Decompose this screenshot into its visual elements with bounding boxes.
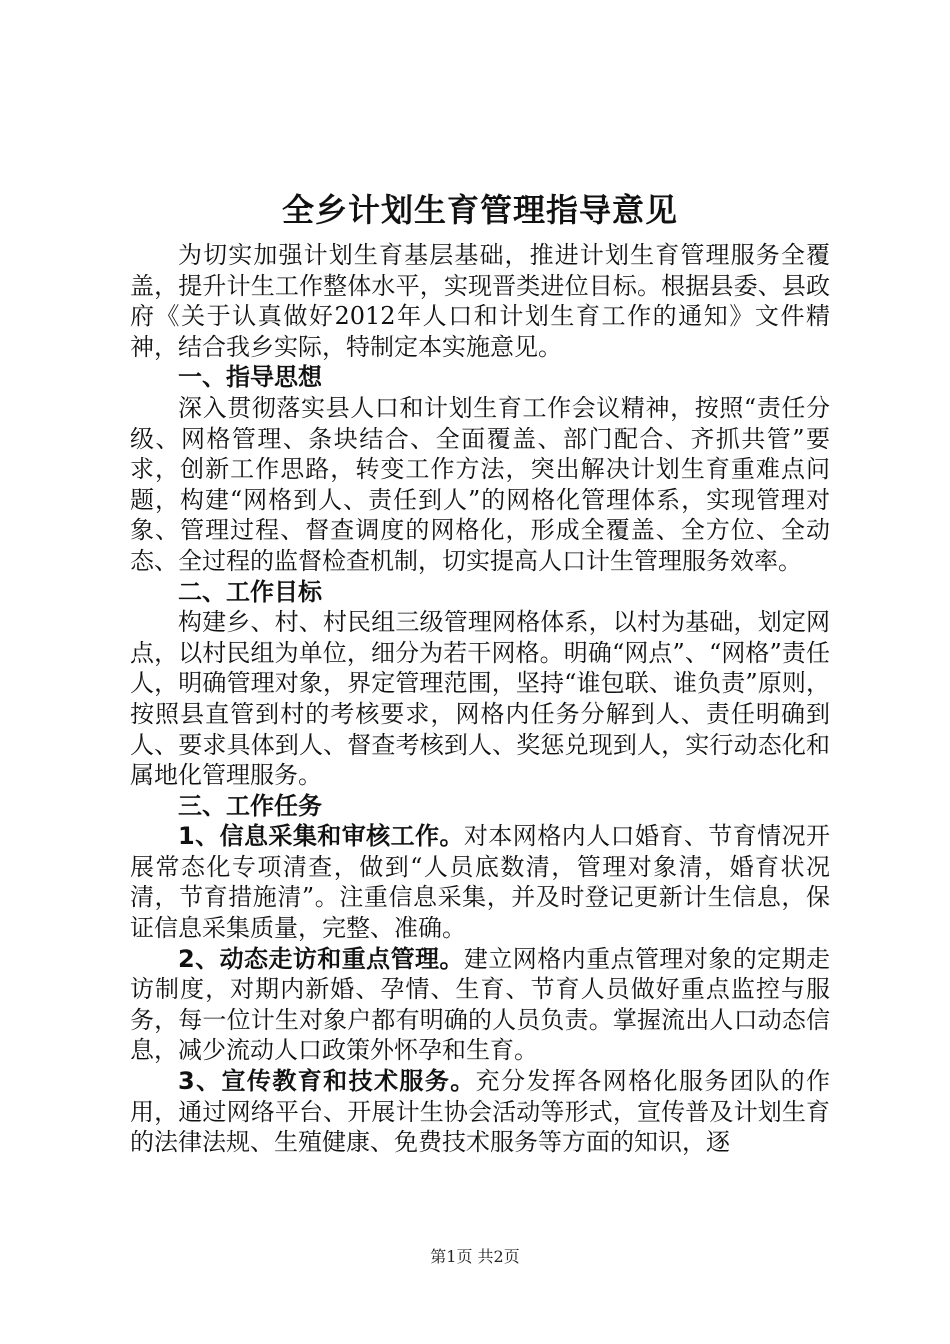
task-body-dynamic-visits: 建立网格内重点管理对象的定期走访制度，对期内新婚、孕情、生育、节育人员做好重点监控与服务，每一位计生对象户都有明确的人员负责。掌握流出人口动态信息，减少流动人口政策外怀孕和生育。 (130, 944, 831, 1065)
task-paragraph-publicity (130, 1066, 830, 1158)
task-body-info-collection: 对本网格内人口婚育、节育情况开展常态化专项清查，做到“人员底数清，管理对象清，婚育状况清，节育措施清”。注重信息采集，并及时登记更新计生信息，保证信息采集质量，完整、准确。 (130, 822, 831, 943)
section-heading-guiding-ideology: 一、指导思想 (178, 363, 322, 392)
task-lead-publicity: 3、宣传教育和技术服务。 (178, 1067, 476, 1096)
task-paragraph-dynamic-visits (130, 944, 830, 1066)
document-title: 全乡计划生育管理指导意见 (281, 191, 678, 229)
section-body-guiding-ideology: 深入贯彻落实县人口和计划生育工作会议精神，按照“责任分级、网格管理、条块结合、全面覆盖、部门配合、齐抓共管”要求，创新工作思路，转变工作方法，突出解决计划生育重难点问题，构建“网格到人、责任到人”的网格化管理体系，实现管理对象、管理过程、督查调度的网格化，形成全覆盖、全方位、全动态、全过程的监督检查机制，切实提高人口计生管理服务效率。 (130, 393, 830, 575)
section-heading-work-tasks: 三、工作任务 (178, 791, 322, 820)
task-paragraph-info-collection (130, 821, 830, 943)
intro-paragraph: 为切实加强计划生育基层基础，推进计划生育管理服务全覆盖，提升计生工作整体水平，实现晋类进位目标。根据县委、县政府《关于认真做好2012年人口和计划生育工作的通知》文件精神，结合我乡实际，特制定本实施意见。 (130, 241, 830, 361)
task-lead-info-collection: 1、信息采集和审核工作。 (178, 822, 464, 851)
section-heading-work-goals: 二、工作目标 (178, 577, 322, 606)
document-body (130, 186, 830, 1158)
task-lead-dynamic-visits: 2、动态走访和重点管理。 (178, 944, 464, 973)
task-body-publicity: 充分发挥各网格化服务团队的作用，通过网络平台、开展计生协会活动等形式，宣传普及计划生育的法律法规、生殖健康、免费技术服务等方面的知识，逐 (130, 1067, 831, 1157)
section-body-work-goals: 构建乡、村、村民组三级管理网格体系，以村为基础，划定网点，以村民组为单位，细分为若干网格。明确“网点”、“网格”责任人，明确管理对象，界定管理范围，坚持“谁包联、谁负责”原则，按照县直管到村的考核要求，网格内任务分解到人、责任明确到人、要求具体到人、督查考核到人、奖惩兑现到人，实行动态化和属地化管理服务。 (130, 608, 830, 790)
page-footer: 第1页 共2页 (430, 1247, 520, 1266)
